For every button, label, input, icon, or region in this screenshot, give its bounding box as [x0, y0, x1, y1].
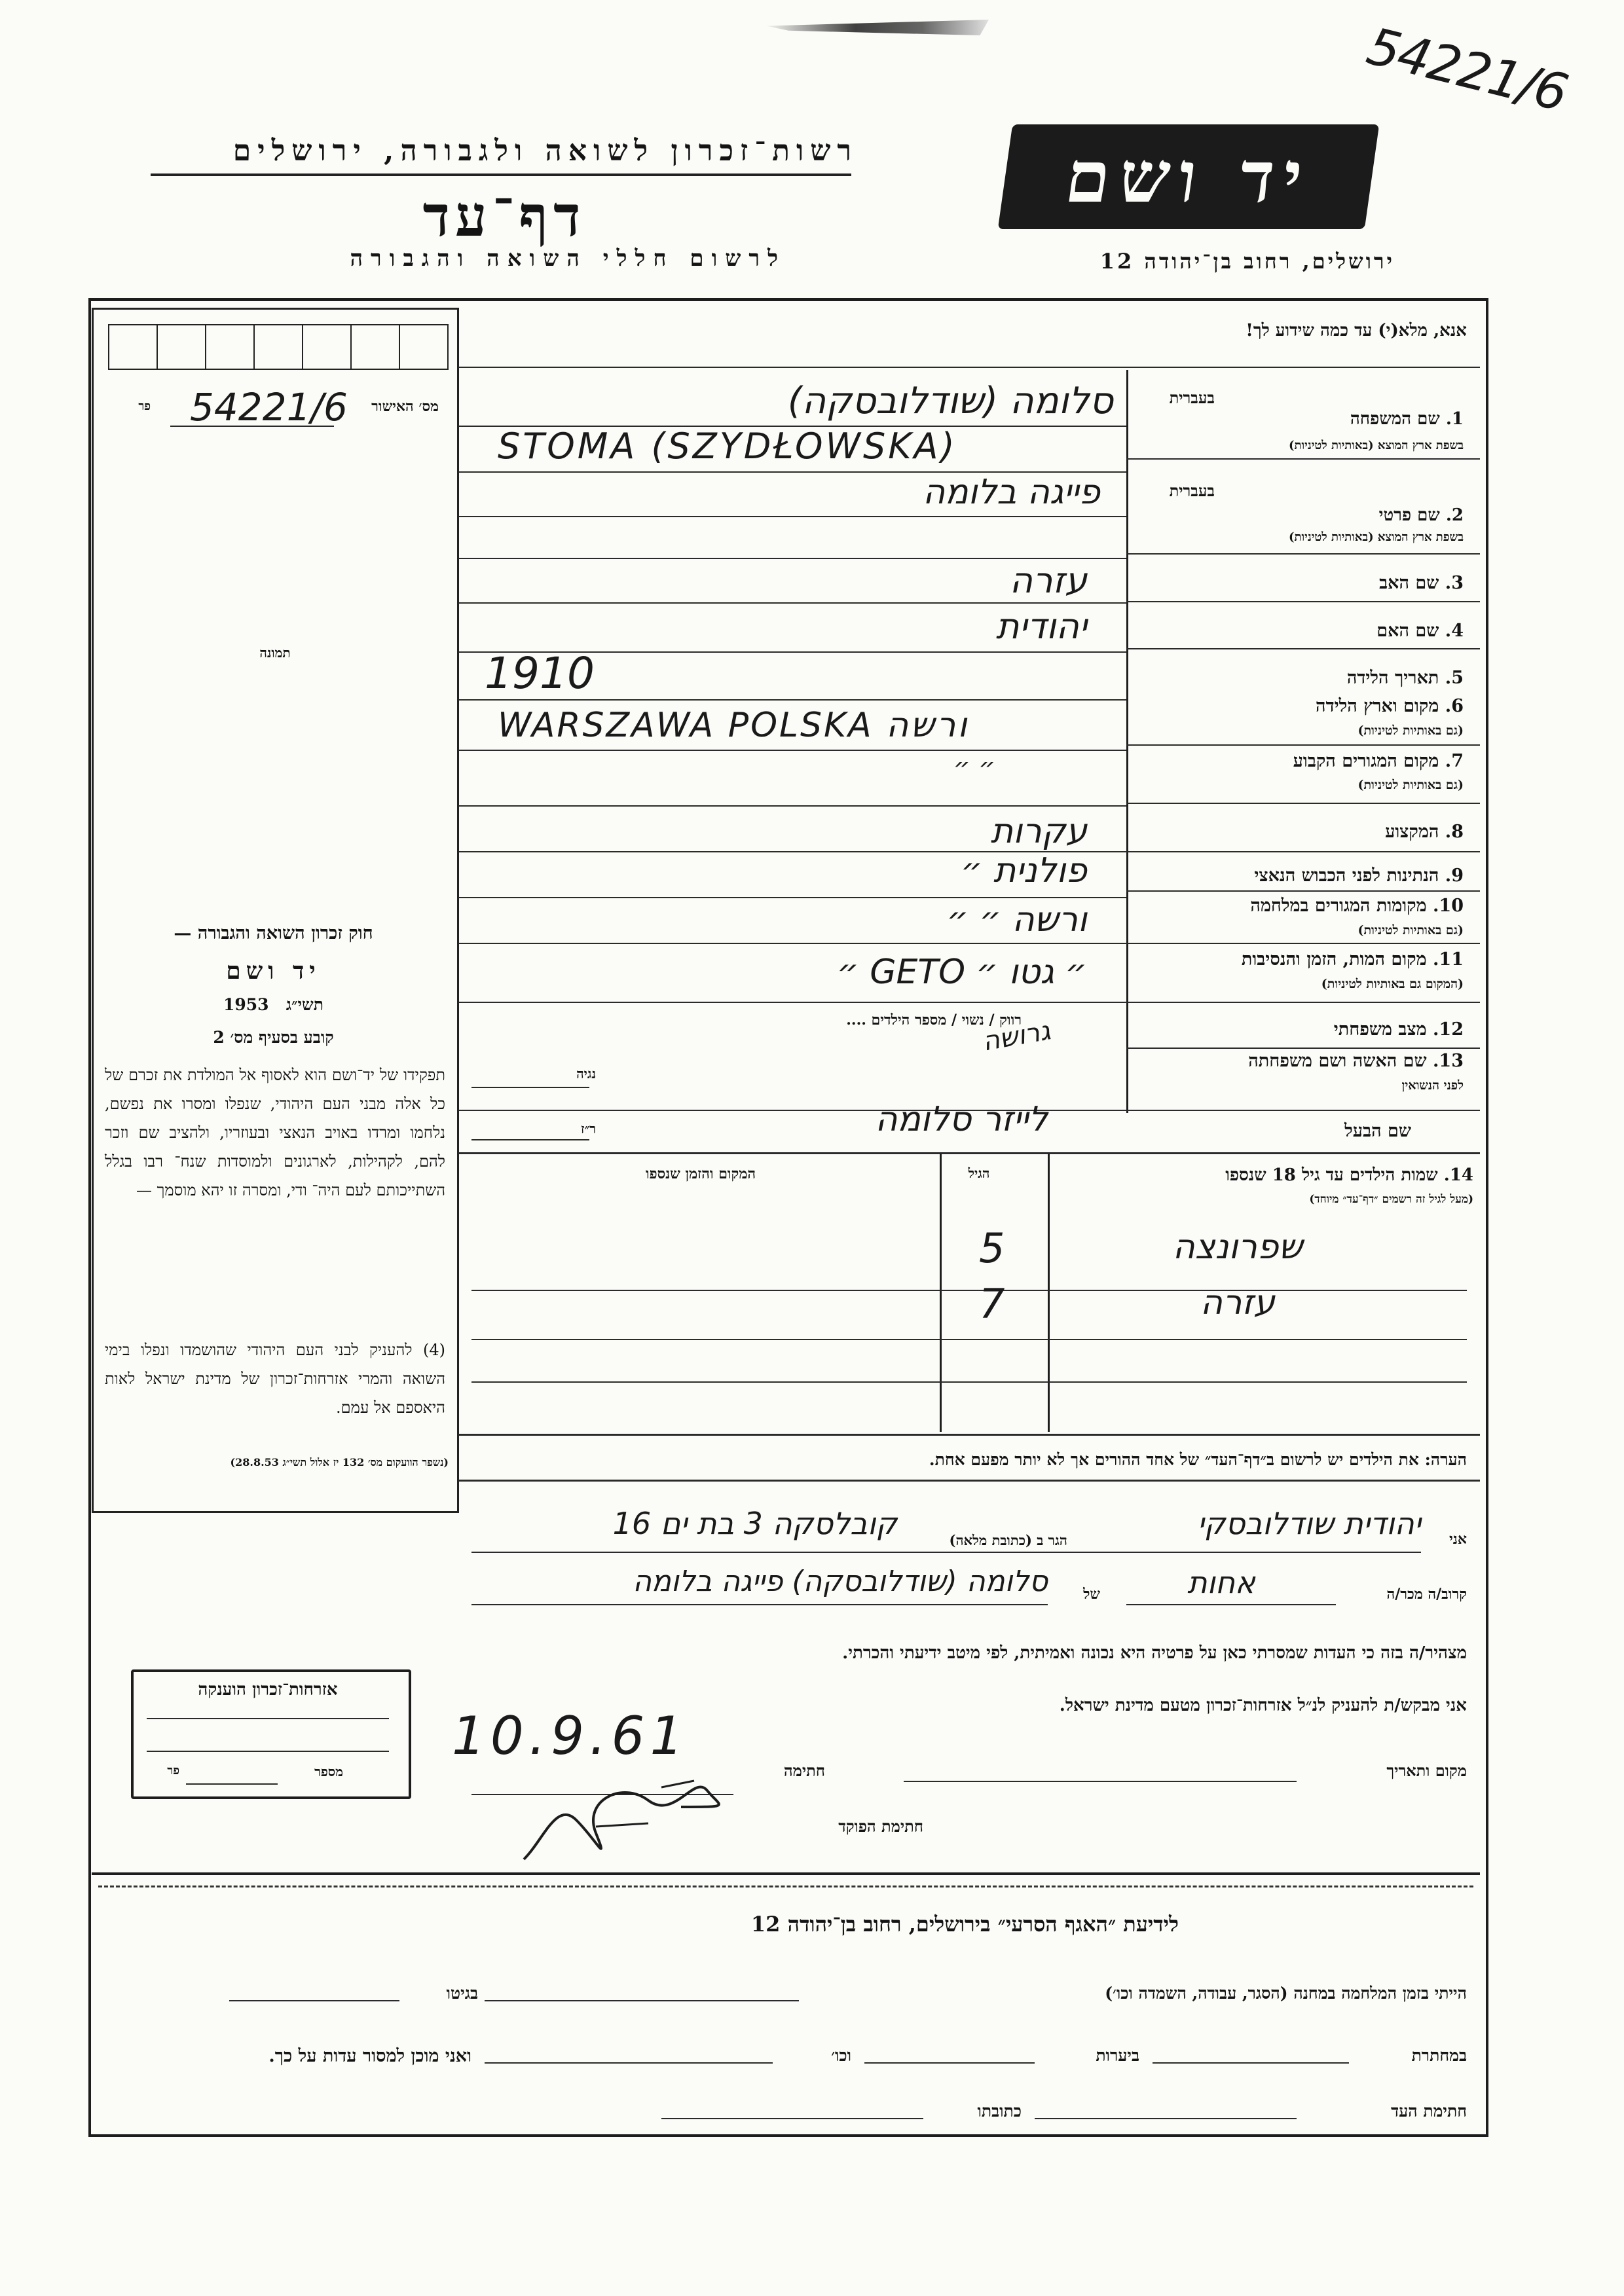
- intro-rule: [458, 367, 1480, 368]
- remark: הערה: את הילדים יש לרשום ב״דף־העד״ של אחד ההורים אך לא יותר מפעם אחת.: [929, 1450, 1467, 1469]
- field-9-num: 9.: [1445, 866, 1464, 886]
- children-col-place: המקום והזמן שנספו: [645, 1165, 756, 1182]
- value-line: [458, 602, 1126, 604]
- value-line: [458, 750, 1126, 751]
- field-8-text: המקצוע: [1385, 822, 1439, 842]
- citizenship-box-rule: [147, 1718, 389, 1719]
- field-2-label: [1136, 505, 1464, 525]
- child-1-name[interactable]: שפרונצה: [1172, 1228, 1303, 1267]
- citizenship-box-title: אזרחות־זכרון הוענקה: [198, 1680, 338, 1700]
- field-12-label: [1136, 1019, 1464, 1040]
- declarant-relation-label: קרוב/ה מכר/ה: [1386, 1586, 1467, 1603]
- footer-blank: [661, 2118, 923, 2119]
- yad-vashem-logo: [998, 124, 1379, 229]
- declarant-i: אני: [1449, 1531, 1467, 1548]
- value-line: [458, 516, 1126, 517]
- approval-prefix: פר: [138, 399, 151, 413]
- law-clause: קובע בסעיף מס׳ 2: [213, 1028, 334, 1047]
- field-11-note: (המקום גם באותיות לטיניות): [1321, 977, 1464, 991]
- header-subtitle: לרשום חללי השואה והגבורה: [350, 246, 786, 272]
- left-column-border: [92, 308, 459, 1513]
- signature-label: חתימה: [783, 1761, 825, 1780]
- law-year-heb: תשי״ג: [286, 995, 323, 1014]
- law-text: תפקידו של יד־ושם הוא לאסוף אל המולדת את זכרם של כל אלה מבני העם היהודי, שנפלו ומסרו את נפשם, נלחמו ומרדו באויב הנאצי ובעוזריו, ולהציב שם וזכר להם, לקהילות, לארגונים ולמוסדות שנח־ רבו בגלל השתייכותם לעם היה־ ודי, ומסרה זו יהא מוסמך —: [105, 1066, 445, 1199]
- field-2-num: 2.: [1445, 505, 1464, 525]
- field-7-note: (גם באותיות לטיניות): [1357, 778, 1464, 792]
- law-text-2: (4) להעניק לבני העם היהודי שהושמדו ונפלו בימי השואה והמרי אזרחות־זכרון של מדינת ישראל לאות היאספם אל עמם.: [105, 1341, 445, 1417]
- footer-line2-a: במחתרת: [1411, 2046, 1467, 2065]
- request-text: אני מבקש/ת להעניק לנ״ל אזרחות־זכרון מטעם מדינת ישראל.: [1059, 1696, 1467, 1715]
- field-12-num: 12.: [1433, 1019, 1464, 1040]
- field-10-text: מקומות המגורים במלחמה: [1250, 896, 1427, 916]
- footer-line1-b: בגיטו: [446, 1984, 478, 2003]
- footer-line2-c: וכו׳: [831, 2046, 851, 2065]
- field-13-note: לפני הנשואין: [1401, 1078, 1464, 1093]
- footer-notice: לידיעת ״האגף הסרעי״ בירושלים, רחוב בן־יהודה 12: [750, 1912, 1179, 1937]
- value-line: [471, 1139, 589, 1140]
- footer-line1-a: הייתי בזמן המלחמה במחנה (הסגר, עבודה, השמדה וכו׳): [1105, 1984, 1467, 2003]
- declarant-underline: [471, 1552, 1421, 1553]
- field-6-note: (גם באותיות לטיניות): [1357, 723, 1464, 738]
- declarant-address[interactable]: קובלסקה 3 בת ים 16: [612, 1506, 897, 1541]
- value-line: [458, 897, 1126, 898]
- field-8-label: [1136, 822, 1464, 842]
- field-6-label: [1136, 696, 1464, 716]
- field-10-num: 10.: [1433, 896, 1464, 916]
- header-rule: [151, 173, 851, 176]
- field-husband-label: שם הבעל: [1344, 1121, 1411, 1141]
- field-4-value[interactable]: יהודית: [995, 606, 1087, 647]
- declaration-text: מצהיר/ה בזה כי העדות שמסרתי כאן על פרטיה היא נכונה ואמיתית, לפי מיטב ידיעתי והכרתי.: [842, 1643, 1467, 1663]
- form-intro: אנא, מלא(י) עד כמה שידוע לך!: [1246, 321, 1467, 340]
- children-col-divider: [1048, 1154, 1050, 1432]
- label-sep: [1126, 648, 1480, 649]
- field-5-num: 5.: [1445, 668, 1464, 688]
- children-col-age: הגיל: [968, 1165, 990, 1181]
- citizenship-box-rule: [147, 1751, 389, 1752]
- field-9-text: הנתינות לפני הכבוש הנאצי: [1254, 866, 1439, 886]
- declarant-underline: [471, 1604, 1048, 1605]
- law-title: חוק זכרון השואה והגבורה —: [174, 923, 373, 943]
- declarant-of-label: של: [1083, 1586, 1100, 1603]
- official-signature-scribble: [498, 1761, 760, 1872]
- official-signature-label: חתימת הפוקד: [838, 1817, 923, 1836]
- field-1-text: שם המשפחה: [1350, 409, 1440, 429]
- label-sep: [1126, 553, 1480, 555]
- footer-line3-b: כתובתו: [977, 2102, 1022, 2121]
- label-sep: [1126, 458, 1480, 460]
- law-year: 1953: [223, 995, 269, 1014]
- field-5-value[interactable]: 1910: [485, 648, 595, 699]
- field-1-note: בשפת ארץ המוצא (באותיות לטיניות): [1289, 439, 1464, 452]
- label-sep: [1126, 890, 1480, 892]
- header-address: ירושלים, רחוב בן־יהודה 12: [1099, 249, 1395, 274]
- declarant-of-name[interactable]: סלומה (שודלובסקה) פייגה בלומה: [633, 1565, 1048, 1598]
- field-10-value[interactable]: ורשה ״ ״: [946, 900, 1087, 939]
- field-13-label: [1136, 1051, 1464, 1071]
- footer-blank: [229, 2000, 399, 2001]
- marital-mark[interactable]: גרושה: [980, 1015, 1053, 1057]
- marital-options: רווק / נשוי / מספר הילדים ....: [846, 1011, 1022, 1029]
- field-7-text: מקום המגורים הקבוע: [1293, 751, 1439, 771]
- label-sep: [1126, 744, 1480, 746]
- value-line: [458, 805, 1126, 807]
- label-sep: [1126, 851, 1480, 852]
- field-11-text: מקום המות, הזמן והנסיבות: [1241, 949, 1427, 970]
- field-7-num: 7.: [1445, 751, 1464, 771]
- field-4-text: שם האם: [1376, 621, 1439, 641]
- children-row-line: [471, 1381, 1467, 1383]
- footer-blank: [1035, 2118, 1297, 2119]
- footer-blank: [1153, 2062, 1349, 2064]
- children-title: 14. שמות הילדים עד גיל 18 שנספו: [1225, 1165, 1473, 1185]
- declarant-top-rule: [458, 1480, 1480, 1482]
- field-13-num: 13.: [1433, 1051, 1464, 1071]
- field-3-label: [1136, 573, 1464, 593]
- place-date-line: [904, 1781, 1297, 1782]
- value-line: [458, 699, 1126, 701]
- label-sep: [1126, 1002, 1480, 1003]
- field-8-value[interactable]: עקרות: [990, 812, 1087, 851]
- footer-line2-d: ואני מוכן למסור עדות על כך.: [268, 2046, 471, 2066]
- value-line: [458, 1002, 1126, 1003]
- field-12-text: מצב משפחתי: [1333, 1019, 1427, 1040]
- husband-small: ר״ז: [581, 1121, 596, 1137]
- field-11-value[interactable]: ״ גטו ״ GETO ״: [837, 953, 1087, 992]
- declarant-name[interactable]: יהודית שודלובסקי: [1197, 1506, 1421, 1541]
- field-2-text: שם פרטי: [1378, 505, 1440, 525]
- field-9-label: [1136, 866, 1464, 886]
- law-org: יד ושם: [226, 957, 321, 985]
- field-2-lang: בעברית: [1169, 481, 1215, 500]
- field-6-num: 6.: [1445, 696, 1464, 716]
- citizenship-box-suffix: פר: [167, 1764, 179, 1777]
- footer-blank: [864, 2062, 1035, 2064]
- citizenship-box-rule: [186, 1783, 278, 1785]
- field-7-value[interactable]: ״ ״: [953, 753, 995, 783]
- approval-boxes: [108, 324, 449, 370]
- field-9-value[interactable]: פולנית ״: [961, 851, 1087, 890]
- children-bottom-rule: [458, 1434, 1480, 1436]
- corner-handwritten-number: 54221/6: [1361, 16, 1573, 124]
- field-4-num: 4.: [1445, 621, 1464, 641]
- children-col-divider: [940, 1154, 942, 1432]
- child-2-name[interactable]: עזרה: [1200, 1283, 1275, 1322]
- children-note: (מעל לגיל זה רשמים ״דף־עד״ מיוחד): [1309, 1193, 1473, 1206]
- law-gazette: (נשפר הוועקום מס׳ 132 יז אלול תשי״ג 28.8.53): [230, 1456, 449, 1468]
- field-1-label: [1136, 409, 1464, 429]
- field-6-value[interactable]: WARSZAWA POLSKA ורשה: [498, 706, 969, 745]
- label-sep: [1126, 1048, 1480, 1049]
- children-top-rule: [458, 1152, 1480, 1154]
- field-2-note: בשפת ארץ המוצא (באותיות לטיניות): [1289, 530, 1464, 544]
- wife-small: נגיה: [576, 1066, 596, 1082]
- citizenship-date-handwritten[interactable]: 10.9.61: [452, 1705, 689, 1766]
- label-sep: [1126, 803, 1480, 804]
- declarant-underline: [1126, 1604, 1336, 1605]
- field-5-label: [1136, 668, 1464, 688]
- field-1-value-latin[interactable]: STOMA (SZYDŁOWSKA): [498, 426, 957, 467]
- field-1-value-heb[interactable]: סלומה (שודלובסקה): [787, 380, 1113, 422]
- approval-number[interactable]: 54221/6: [190, 385, 348, 429]
- footer-line2-b: ביערות: [1096, 2046, 1139, 2065]
- value-line: [458, 943, 1126, 944]
- header-title: דף־עד: [422, 183, 586, 249]
- scan-binding-mark: [766, 20, 989, 35]
- declarant-living-at: הגר ב (כתובת מלאה): [949, 1532, 1067, 1548]
- field-11-num: 11.: [1433, 949, 1464, 970]
- field-13-text: שם האשה ושם משפחתה: [1248, 1051, 1427, 1071]
- field-3-text: שם האב: [1379, 573, 1439, 593]
- law-year-line: [98, 995, 449, 1015]
- field-2-value-heb[interactable]: פייגה בלומה: [923, 473, 1100, 512]
- field-11-label: [1136, 949, 1464, 970]
- photo-label: תמונה: [259, 645, 291, 661]
- label-sep: [1126, 601, 1480, 602]
- footer-top-rule: [92, 1872, 1480, 1875]
- value-line: [458, 558, 1126, 559]
- field-5-text: תאריך הלידה: [1346, 668, 1439, 688]
- header-authority: רשות־זכרון לשואה ולגבורה, ירושלים: [232, 134, 858, 168]
- footer-blank: [485, 2000, 799, 2001]
- approval-underline: [170, 426, 334, 427]
- field-8-num: 8.: [1445, 822, 1464, 842]
- label-sep: [1126, 943, 1480, 944]
- footer-blank: [485, 2062, 773, 2064]
- place-date-label: מקום ותאריך: [1386, 1761, 1467, 1780]
- citizenship-box: [131, 1669, 411, 1799]
- field-10-note: (גם באותיות לטיניות): [1357, 923, 1464, 938]
- husband-value[interactable]: לייזר סלומה: [875, 1100, 1048, 1139]
- child-1-age[interactable]: 5: [979, 1224, 1005, 1272]
- field-6-text: מקום וארץ הלידה: [1316, 696, 1439, 716]
- value-line: [471, 1087, 589, 1088]
- logo-text: יד ושם: [1060, 136, 1317, 219]
- approval-label: מס׳ האישור: [371, 398, 439, 415]
- field-1-lang: בעברית: [1169, 388, 1215, 407]
- field-3-value[interactable]: עזרה: [1009, 560, 1087, 601]
- field-7-label: [1136, 751, 1464, 771]
- child-2-age[interactable]: 7: [979, 1280, 1005, 1328]
- field-10-label: [1136, 896, 1464, 916]
- field-1-num: 1.: [1445, 409, 1464, 429]
- field-4-label: [1136, 621, 1464, 641]
- footer-line3-a: חתימת העד: [1391, 2102, 1467, 2121]
- citizenship-box-number-label: מספר: [314, 1764, 343, 1779]
- declarant-relation[interactable]: אחות: [1187, 1565, 1255, 1600]
- field-3-num: 3.: [1445, 573, 1464, 593]
- footer-dashed-frame: [98, 1886, 1473, 1894]
- children-row-line: [471, 1339, 1467, 1340]
